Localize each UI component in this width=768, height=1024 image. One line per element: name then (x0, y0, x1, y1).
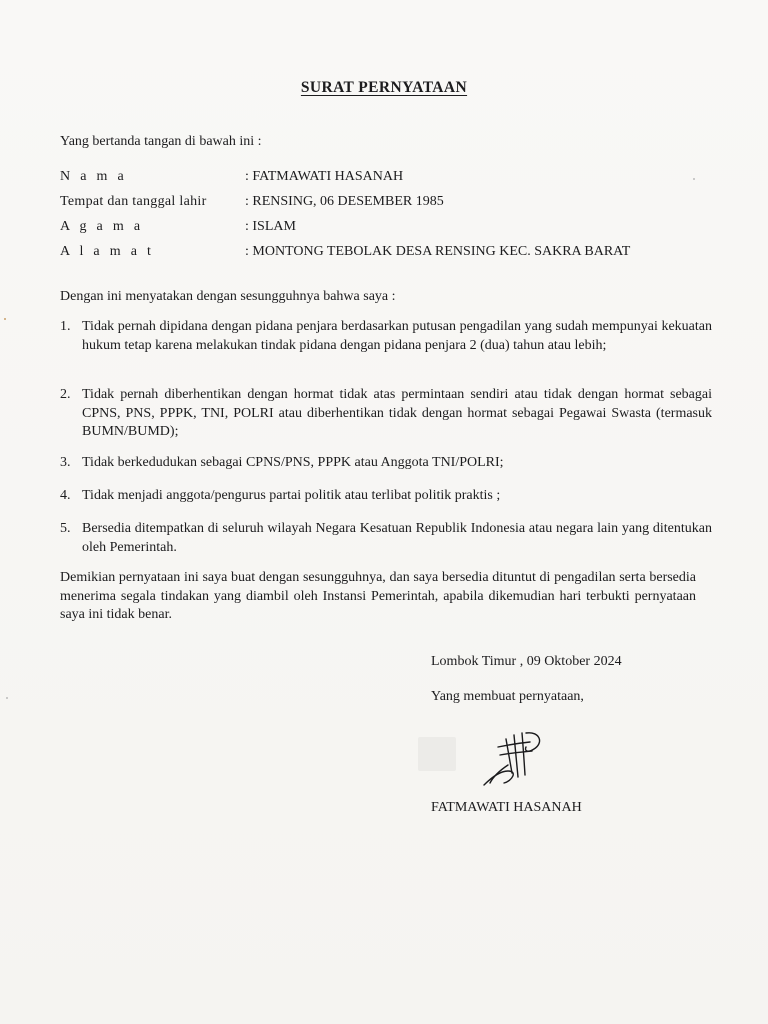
item-number: 4. (60, 488, 71, 503)
signer-name: FATMAWATI HASANAH (431, 800, 582, 815)
field-label-agama: A g a m a (60, 219, 144, 234)
item-number: 3. (60, 455, 71, 470)
statement-item (60, 454, 712, 473)
closing-paragraph: Demikian pernyataan ini saya buat dengan sesungguhnya, dan saya bersedia dituntut di pengadilan serta bersedia menerima segala tindakan yang diambil oleh Instansi Pemerintah, apabila dikemudian hari terbukti pernyataan saya ini tidak benar. (60, 570, 696, 622)
field-value-alamat: : MONTONG TEBOLAK DESA RENSING KEC. SAKRA BARAT (245, 244, 631, 259)
statement-intro: Dengan ini menyatakan dengan sesungguhnya bahwa saya : (60, 289, 396, 304)
stamp-trace (418, 737, 456, 771)
paper-speck (6, 697, 8, 699)
field-value-agama: : ISLAM (245, 219, 296, 234)
field-value-nama: : FATMAWATI HASANAH (245, 169, 404, 184)
item-number: 2. (60, 387, 71, 402)
item-text: Tidak menjadi anggota/pengurus partai politik atau terlibat politik praktis ; (82, 488, 501, 503)
field-value-ttl: : RENSING, 06 DESEMBER 1985 (245, 194, 444, 209)
item-text: Bersedia ditempatkan di seluruh wilayah Negara Kesatuan Republik Indonesia atau negara lain yang ditentukan oleh Pemerintah. (82, 521, 712, 555)
intro-text: Yang bertanda tangan di bawah ini : (60, 134, 262, 149)
signature-icon (478, 725, 558, 795)
paper-speck (4, 318, 6, 320)
paper-speck (693, 178, 695, 180)
item-text: Tidak pernah diberhentikan dengan hormat tidak atas permintaan sendiri atau tidak dengan hormat sebagai CPNS, PNS, PPPK, TNI, POLRI atau diberhentikan tidak dengan hormat sebagai Pegawai Swasta (termasuk BUMN/BUMD); (82, 387, 712, 439)
item-text: Tidak berkedudukan sebagai CPNS/PNS, PPPK atau Anggota TNI/POLRI; (82, 455, 504, 470)
statement-item (60, 487, 712, 506)
statement-item (60, 520, 712, 557)
item-number: 5. (60, 521, 71, 536)
document-title: SURAT PERNYATAAN (300, 79, 468, 96)
statement-item (60, 318, 712, 355)
item-number: 1. (60, 319, 71, 334)
field-label-nama: N a m a (60, 169, 128, 184)
maker-label: Yang membuat pernyataan, (431, 689, 584, 704)
field-label-ttl: Tempat dan tanggal lahir (60, 194, 207, 209)
item-text: Tidak pernah dipidana dengan pidana penjara berdasarkan putusan pengadilan yang sudah mempunyai kekuatan hukum tetap karena melakukan tindak pidana dengan pidana penjara 2 (dua) tahun atau lebih; (82, 319, 712, 353)
field-label-alamat: A l a m a t (60, 244, 155, 259)
place-date: Lombok Timur , 09 Oktober 2024 (431, 654, 622, 669)
statement-item (60, 386, 712, 442)
